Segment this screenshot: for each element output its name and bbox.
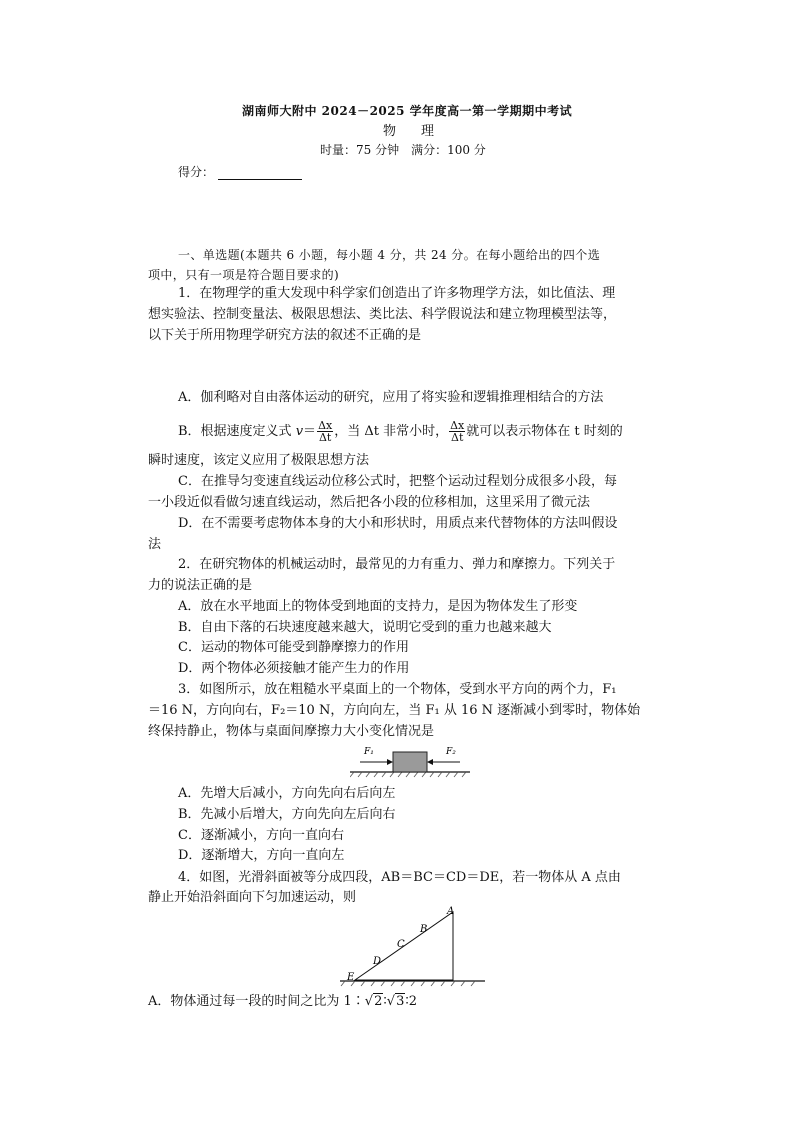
q2-option-b: B．自由下落的石块速度越来越大，说明它受到的重力也越来越大 xyxy=(178,620,552,635)
q3-option-c: C．逐渐减小，方向一直向右 xyxy=(178,828,344,843)
velocity-symbol: v xyxy=(295,424,304,439)
q4-line1: 4．如图，光滑斜面被等分成四段，AB＝BC＝CD＝DE，若一物体从 A 点由 xyxy=(178,870,621,885)
q1-option-d-line2: 法 xyxy=(148,537,162,552)
q3-line1: 3．如图所示，放在粗糙水平桌面上的一个物体，受到水平方向的两个力，F₁ xyxy=(178,682,617,697)
score-blank xyxy=(218,167,302,180)
point-e-label: E xyxy=(347,972,355,983)
q2-option-a: A．放在水平地面上的物体受到地面的支持力，是因为物体发生了形变 xyxy=(178,599,578,614)
q2-line2: 力的说法正确的是 xyxy=(148,578,253,593)
section-heading-line1: 一、单选题(本题共 6 小题，每小题 4 分，共 24 分。在每小题给出的四个选 xyxy=(178,248,601,262)
exam-meta xyxy=(320,141,486,158)
q3-option-a: A．先增大后减小，方向先向右后向左 xyxy=(178,786,396,801)
q1-option-b-post: 就可以表示物体在 t 时刻的 xyxy=(466,424,623,439)
q2-option-c: C．运动的物体可能受到静摩擦力的作用 xyxy=(178,640,409,655)
point-d-label: D xyxy=(373,956,382,967)
score-line xyxy=(178,163,302,180)
fraction-numerator: Δx xyxy=(318,419,333,432)
exam-title: 湖南师大附中 2024－2025 学年度高一第一学期期中考试 xyxy=(242,104,573,118)
q2-line1: 2．在研究物体的机械运动时，最常见的力有重力、弹力和摩擦力。下列关于 xyxy=(178,557,616,572)
q1-option-a: A．伽利略对自由落体运动的研究，应用了将实验和逻辑推理相结合的方法 xyxy=(178,390,604,405)
q1-line2: 想实验法、控制变量法、极限思想法、类比法、科学假说法和建立物理模型法等， xyxy=(148,307,617,322)
q1-option-d-line1: D．在不需要考虑物体本身的大小和形状时，用质点来代替物体的方法叫假设 xyxy=(178,516,618,531)
fraction-denominator: Δt xyxy=(318,431,332,444)
q4-option-a xyxy=(148,992,417,1013)
f1-label: F₁ xyxy=(364,747,374,757)
q3-option-b: B．先减小后增大，方向先向左后向右 xyxy=(178,807,396,822)
fraction-dx-dt-2 xyxy=(449,420,465,443)
q1-option-c-line1: C．在推导匀变速直线运动位移公式时，把整个运动过程划分成很多小段，每 xyxy=(178,474,617,489)
q1-option-b-mid: ，当 Δt 非常小时， xyxy=(334,424,449,439)
q1-option-c-line2: 一小段近似看做匀速直线运动，然后把各小段的位移相加，这里采用了微元法 xyxy=(148,495,591,510)
subject-title: 物 理 xyxy=(383,124,441,139)
q3-line3: 终保持静止，物体与桌面间摩擦力大小变化情况是 xyxy=(148,724,435,739)
sqrt-sign-1: √ xyxy=(364,994,374,1009)
f2-arrowhead xyxy=(427,759,433,765)
time-score-text: 时量：75 分钟 满分：100 分 xyxy=(320,143,486,157)
q4-line2: 静止开始沿斜面向下匀加速运动，则 xyxy=(148,890,357,905)
q1-option-b xyxy=(178,420,623,443)
table-hatching xyxy=(350,772,466,777)
radicand-2: 2 xyxy=(374,994,383,1009)
score-label: 得分： xyxy=(178,165,215,179)
q4-option-a-pre: A．物体通过每一段的时间之比为 1∶ xyxy=(148,994,365,1009)
f2-label: F₂ xyxy=(446,747,456,757)
q3-force-diagram xyxy=(350,742,470,778)
radicand-3: 3 xyxy=(396,994,405,1009)
q3-option-d: D．逐渐增大，方向一直向左 xyxy=(178,848,345,863)
q2-option-d: D．两个物体必须接触才能产生力的作用 xyxy=(178,661,410,676)
fraction-numerator-2: Δx xyxy=(450,419,465,432)
equals-sign: ＝ xyxy=(303,424,317,439)
q3-line2: ＝16 N，方向向右，F₂＝10 N，方向向左，当 F₁ 从 16 N 逐渐减小到零时，物体始 xyxy=(148,703,641,718)
q4-incline-diagram xyxy=(335,904,485,990)
fraction-denominator-2: Δt xyxy=(451,431,464,444)
sqrt-sign-2: √ xyxy=(386,994,396,1009)
point-c-label: C xyxy=(397,939,405,950)
q4-option-a-post: ∶2 xyxy=(405,994,417,1009)
q1-line3: 以下关于所用物理学研究方法的叙述不正确的是 xyxy=(148,328,422,343)
f1-arrowhead xyxy=(387,759,393,765)
block xyxy=(393,752,427,772)
q1-option-b-line2: 瞬时速度，该定义应用了极限思想方法 xyxy=(148,453,370,468)
q1-option-b-pre: B．根据速度定义式 xyxy=(178,424,296,439)
ground-hatching xyxy=(341,981,475,986)
fraction-dx-dt xyxy=(317,420,333,443)
point-a-label: A xyxy=(447,906,455,917)
ratio-colon: ∶ xyxy=(383,994,387,1009)
section-heading-line2: 项中，只有一项是符合题目要求的) xyxy=(148,268,340,282)
point-b-label: B xyxy=(420,924,428,935)
q1-line1: 1．在物理学的重大发现中科学家们创造出了许多物理学方法，如比值法、理 xyxy=(178,286,616,301)
